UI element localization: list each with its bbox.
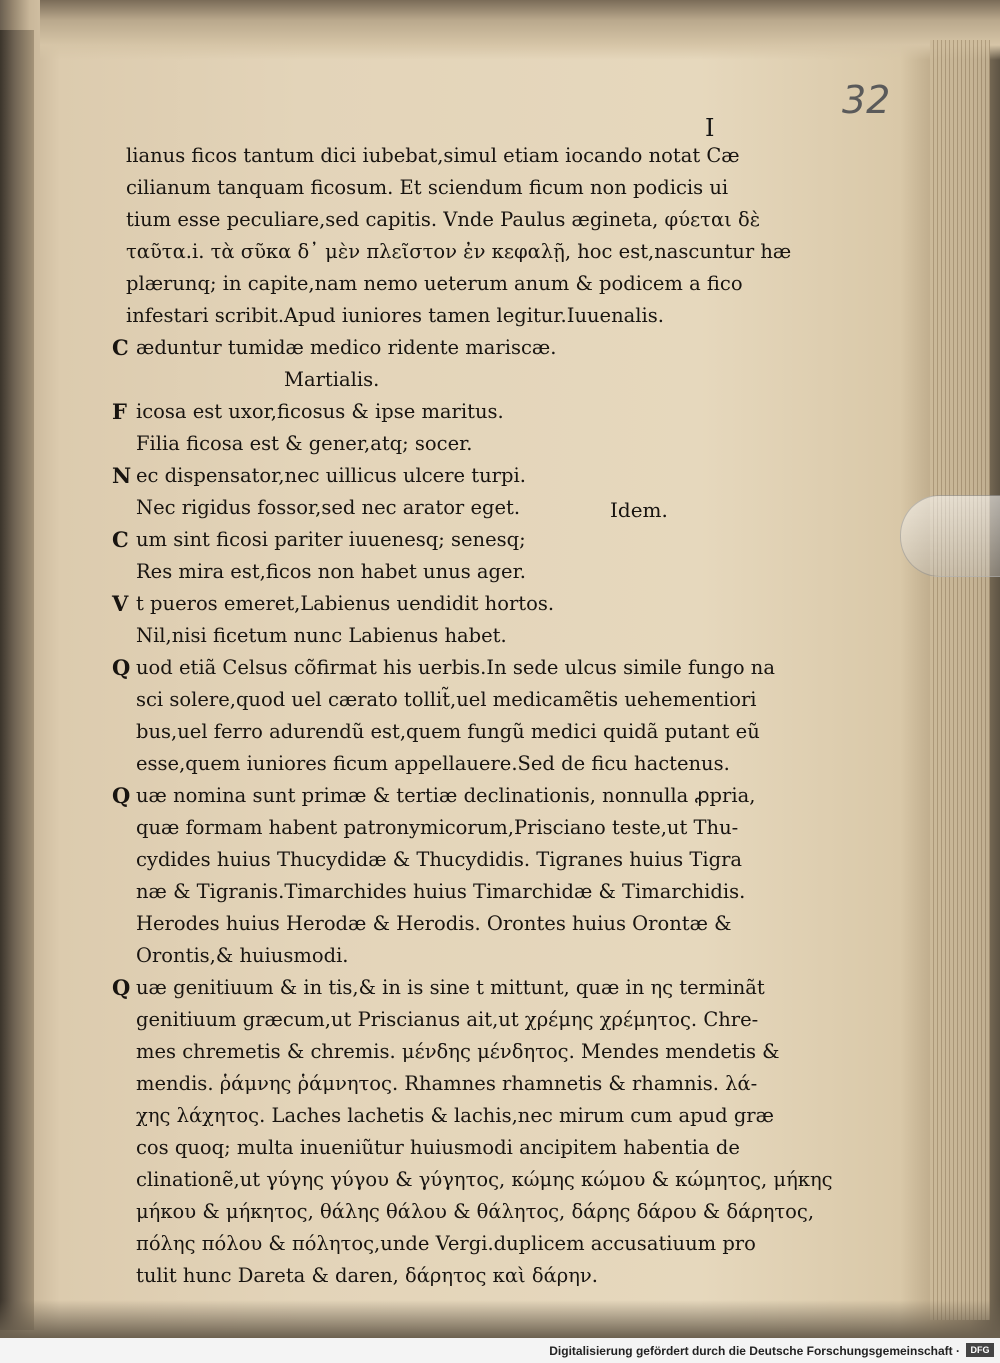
- line-text: esse,quem iuniores ficum appellauere.Sed de ficu hactenus.: [136, 752, 730, 775]
- line-text: quæ formam habent patronymicorum,Prisciano teste,ut Thu-: [136, 816, 739, 839]
- text-line: [112, 364, 792, 396]
- text-line: [112, 1196, 815, 1228]
- text-line: [112, 204, 792, 236]
- text-line: [112, 972, 792, 1004]
- book-binding: [0, 30, 34, 1330]
- text-line: [112, 1036, 792, 1068]
- footer-bar: [0, 1338, 1000, 1363]
- line-text: mendis. ῥάμνης ῥάμνητος. Rhamnes rhamnetis & rhamnis. λά-: [136, 1072, 758, 1095]
- text-line: [112, 1100, 792, 1132]
- signature-mark: I: [705, 114, 715, 142]
- line-text: Nec rigidus fossor,sed nec arator eget.: [136, 496, 521, 519]
- initial-capital: N: [112, 463, 132, 488]
- initial-capital: Q: [112, 975, 131, 1000]
- text-line: [112, 1004, 792, 1036]
- text-line: [112, 748, 792, 780]
- text-line: [112, 332, 792, 364]
- line-text: bus,uel ferro adurendũ est,quem fungũ medici quidã putant eũ: [136, 720, 760, 743]
- text-line: [112, 588, 792, 620]
- line-text: tulit hunc Dareta & daren, δάρητος καὶ δάρην.: [136, 1264, 598, 1287]
- folio-number: 32: [842, 78, 891, 122]
- line-text: cydides huius Thucydidæ & Thucydidis. Tigranes huius Tigra: [136, 848, 743, 871]
- initial-capital: Q: [112, 655, 131, 680]
- footer-credit: Digitalisierung gefördert durch die Deutsche Forschungsgemeinschaft ·: [549, 1344, 960, 1358]
- line-text: lianus ficos tantum dici iubebat,simul etiam iocando notat Cæ: [126, 144, 740, 167]
- line-text: cilianum tanquam ficosum. Et sciendum ficum non podicis ui: [126, 176, 729, 199]
- page-top-edge: [40, 0, 1000, 60]
- line-text: clinationẽ,ut γύγης γύγου & γύγητος, κώμης κώμου & κώμητος, μήκης: [136, 1168, 833, 1191]
- line-text: mes chremetis & chremis. μένδης μένδητος. Mendes mendetis &: [136, 1040, 780, 1063]
- text-line: [112, 1164, 833, 1196]
- initial-capital: V: [112, 591, 129, 616]
- line-text: cos quoq; multa inueniũtur huiusmodi ancipitem habentia de: [136, 1136, 740, 1159]
- line-text: Nil,nisi ficetum nunc Labienus habet.: [136, 624, 507, 647]
- text-line: [112, 492, 792, 524]
- text-line: [112, 140, 792, 172]
- line-text: ταῦτα.i. τὰ σῦκα δ᾽ μὲν πλεῖστον ἐν κεφαλῇ, hoc est,nascuntur hæ: [126, 240, 792, 263]
- line-text: genitiuum græcum,ut Priscianus ait,ut χρέμης χρέμητος. Chre-: [136, 1008, 759, 1031]
- initial-capital: C: [112, 527, 129, 552]
- line-text: Res mira est,ficos non habet unus ager.: [136, 560, 526, 583]
- text-line: [112, 652, 792, 684]
- initial-capital: C: [112, 335, 129, 360]
- page-clip: [900, 495, 1000, 577]
- idem-label: Idem.: [610, 498, 668, 522]
- text-line: [112, 524, 792, 556]
- text-block: [112, 140, 833, 1292]
- line-text: Herodes huius Herodæ & Herodis. Orontes huius Orontæ &: [136, 912, 732, 935]
- text-line: [112, 1132, 792, 1164]
- line-text: χης λάχητος. Laches lachetis & lachis,nec mirum cum apud græ: [136, 1104, 774, 1127]
- line-text: uod etiã Celsus cõfirmat his uerbis.In sede ulcus simile fungo na: [136, 656, 775, 679]
- text-line: [112, 428, 792, 460]
- text-line: [112, 940, 792, 972]
- text-line: [112, 556, 792, 588]
- initial-capital: F: [112, 399, 127, 424]
- text-line: [112, 780, 792, 812]
- text-line: [112, 812, 792, 844]
- line-text: uæ nomina sunt primæ & tertiæ declinationis, nonnulla ꝓpria,: [136, 784, 756, 807]
- page-bottom-shadow: [0, 1300, 1000, 1338]
- line-text: Orontis,& huiusmodi.: [136, 944, 349, 967]
- line-text: Filia ficosa est & gener,atq; socer.: [136, 432, 473, 455]
- line-text: t pueros emeret,Labienus uendidit hortos.: [136, 592, 555, 615]
- text-line: [112, 396, 792, 428]
- line-text: sci solere,quod uel cærato tollit̃,uel medicamẽtis uehementiori: [136, 688, 757, 711]
- text-line: [112, 620, 792, 652]
- page-edges: [930, 40, 990, 1320]
- text-line: [112, 716, 792, 748]
- text-line: [112, 684, 792, 716]
- text-line: [112, 1260, 792, 1292]
- text-line: [112, 844, 792, 876]
- line-text: tium esse peculiare,sed capitis. Vnde Paulus ægineta, φύεται δὲ: [126, 208, 761, 231]
- line-text: uæ genitiuum & in tis,& in is sine t mittunt, quæ in ης terminãt: [136, 976, 765, 999]
- text-line: [112, 876, 792, 908]
- line-text: Martialis.: [284, 368, 380, 391]
- line-text: icosa est uxor,ficosus & ipse maritus.: [136, 400, 504, 423]
- text-line: [112, 236, 792, 268]
- text-line: [112, 460, 792, 492]
- line-text: um sint ficosi pariter iuuenesq; senesq;: [136, 528, 526, 551]
- line-text: æduntur tumidæ medico ridente mariscæ.: [136, 336, 557, 359]
- line-text: infestari scribit.Apud iuniores tamen legitur.Iuuenalis.: [126, 304, 664, 327]
- line-text: πόλης πόλου & πόλητος,unde Vergi.duplicem accusatiuum pro: [136, 1232, 756, 1255]
- initial-capital: Q: [112, 783, 131, 808]
- text-line: [112, 908, 792, 940]
- dfg-logo: DFG: [966, 1343, 994, 1357]
- line-text: næ & Tigranis.Timarchides huius Timarchidæ & Timarchidis.: [136, 880, 746, 903]
- line-text: μήκου & μήκητος, θάλης θάλου & θάλητος, δάρης δάρου & δάρητος,: [136, 1200, 815, 1223]
- text-line: [112, 1068, 792, 1100]
- line-text: plærunq; in capite,nam nemo ueterum anum & podicem a fico: [126, 272, 743, 295]
- line-text: ec dispensator,nec uillicus ulcere turpi.: [136, 464, 526, 487]
- text-line: [112, 172, 792, 204]
- text-line: [112, 1228, 792, 1260]
- text-line: [112, 268, 792, 300]
- text-line: [112, 300, 792, 332]
